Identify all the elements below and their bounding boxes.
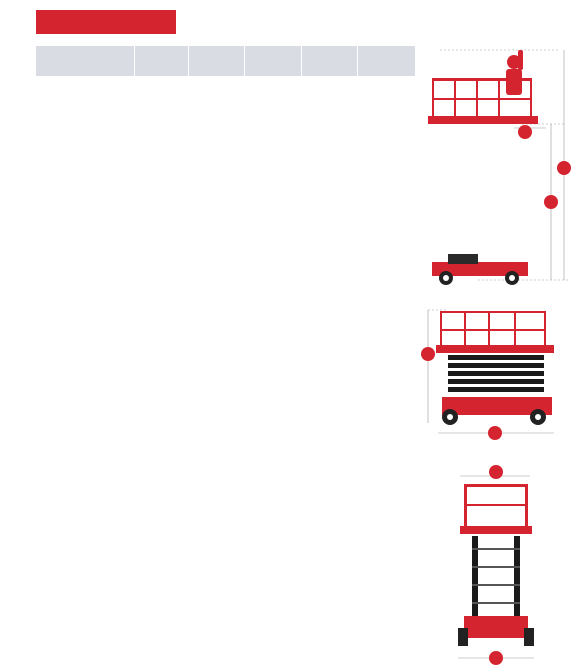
dimension-g-badge xyxy=(518,125,532,139)
lift-diagrams xyxy=(418,40,576,666)
dimension-e-badge xyxy=(421,347,435,361)
dimension-b-badge xyxy=(544,195,558,209)
spec-table xyxy=(36,46,415,76)
model-header xyxy=(188,46,244,76)
model-header xyxy=(134,46,188,76)
raised-lift-diagram xyxy=(418,40,576,302)
front-lift-diagram xyxy=(418,458,576,666)
header-label-cell xyxy=(36,46,134,76)
lowered-lift-diagram xyxy=(418,305,576,455)
model-header xyxy=(357,46,415,76)
dimension-a-badge xyxy=(557,161,571,175)
dimension-f-badge xyxy=(489,465,503,479)
dimension-d-badge xyxy=(489,651,503,665)
dimension-c-badge xyxy=(488,426,502,440)
model-header xyxy=(301,46,357,76)
model-header xyxy=(244,46,301,76)
table-header-row xyxy=(36,46,415,76)
section-header xyxy=(36,10,176,34)
